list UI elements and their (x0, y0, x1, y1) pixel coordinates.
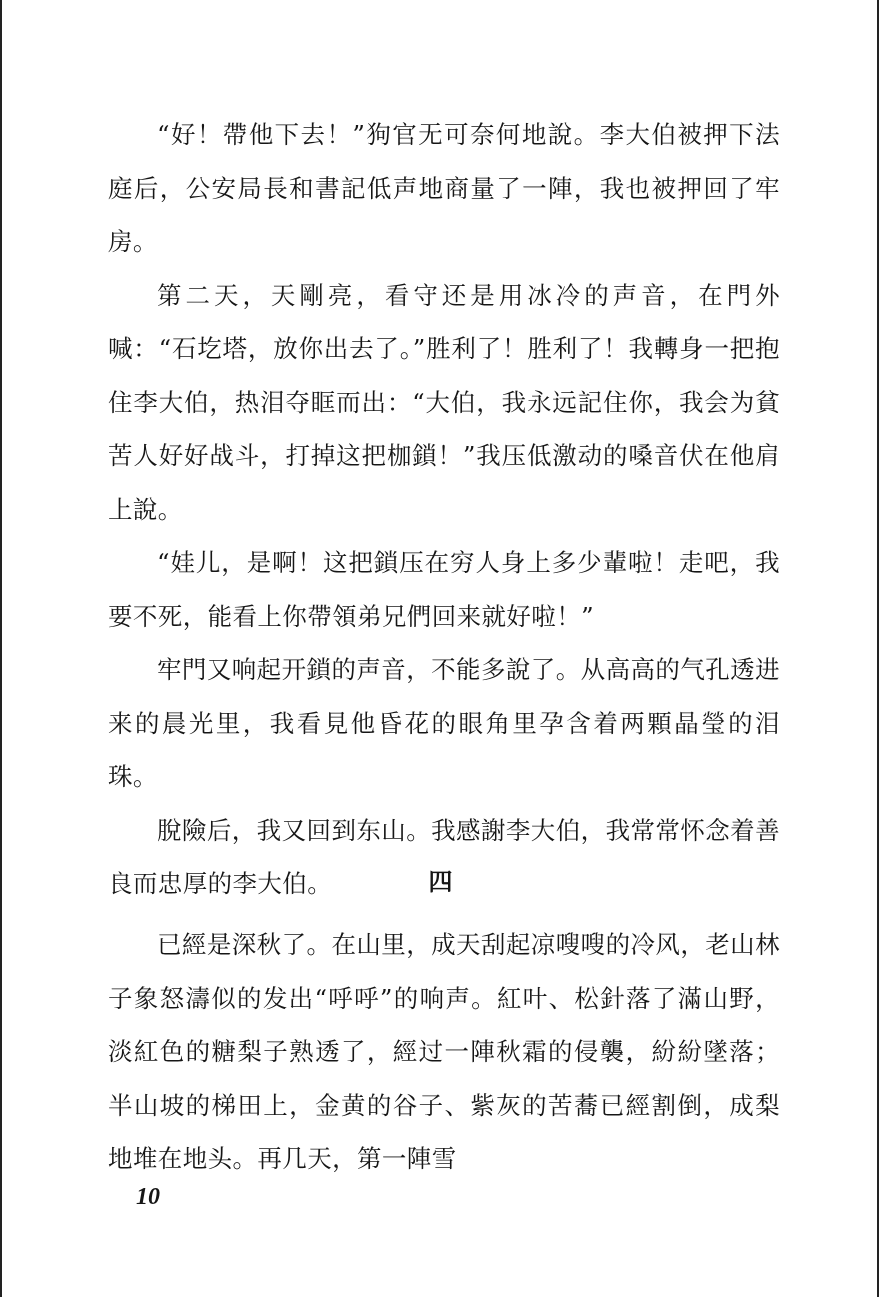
text-block-upper (108, 108, 780, 911)
paragraph: 牢門又响起开鎖的声音，不能多說了。从高高的气孔透进来的晨光里，我看見他昏花的眼角里孕含着两顆晶瑩的泪珠。 (108, 655, 780, 791)
paragraph: 脫險后，我又回到东山。我感謝李大伯，我常常怀念着善良而忠厚的李大伯。 (108, 815, 780, 898)
paragraph: “娃儿，是啊！这把鎖压在穷人身上多少輩啦！走吧，我要不死，能看上你帶領弟兄們回来就好啦！” (108, 548, 780, 631)
page-number: 10 (136, 1184, 160, 1210)
paragraph: “好！帶他下去！”狗官无可奈何地說。李大伯被押下法庭后，公安局長和書記低声地商量了一陣，我也被押回了牢房。 (108, 120, 780, 256)
paragraph: 已經是深秋了。在山里，成天刮起凉嗖嗖的冷风，老山林子象怒濤似的发出“呼呼”的响声。紅叶、松針落了滿山野，淡紅色的糖梨子熟透了，經过一陣秋霜的侵襲，紛紛墜落；半山坡的梯田上，金黄的谷子、紫灰的苦蕎已經割倒，成梨地堆在地头。再几天，第一陣雪 (108, 930, 780, 1173)
text-block-lower (108, 918, 780, 1186)
section-heading: 四 (428, 867, 453, 896)
paragraph: 第二天，天剛亮，看守还是用冰冷的声音，在門外喊：“石圪塔，放你出去了。”胜利了！胜利了！我轉身一把抱住李大伯，热泪夺眶而出：“大伯，我永远記住你，我会为貧苦人好好战斗，打掉这把枷鎖！”我压低激动的嗓音伏在他肩上說。 (108, 280, 780, 524)
